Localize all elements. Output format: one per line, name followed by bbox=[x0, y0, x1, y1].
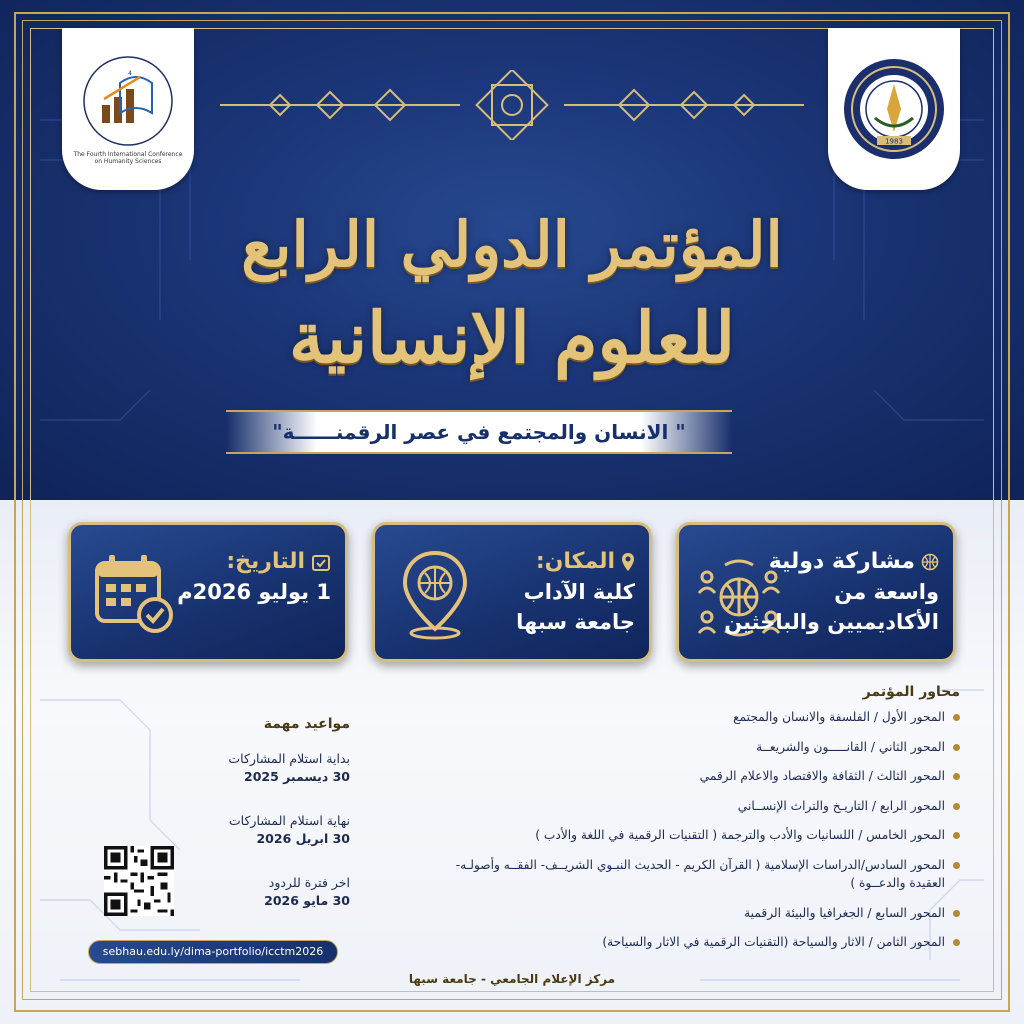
bullet-dot bbox=[953, 714, 960, 721]
axes-list bbox=[440, 708, 960, 963]
deadline-item bbox=[200, 750, 350, 786]
footer-credit: مركز الإعلام الجامعي - جامعة سبها bbox=[408, 972, 616, 986]
location-pin-icon bbox=[397, 549, 473, 641]
axis-item bbox=[440, 797, 960, 815]
bullet-dot bbox=[953, 744, 960, 751]
axis-item bbox=[440, 738, 960, 756]
place-card bbox=[372, 522, 652, 662]
place-line1: كلية الآداب bbox=[523, 580, 635, 604]
seal-year: 1983 bbox=[885, 137, 903, 146]
deadline-label: بداية استلام المشاركات bbox=[228, 751, 350, 766]
axis-text: المحور الخامس / اللسانيات والأدب والترجمة ( التقنيات الرقمية في اللغة والأدب ) bbox=[535, 828, 945, 843]
axis-text: المحور الرابع / التاريـخ والتراث الإنســاني bbox=[737, 798, 945, 813]
axis-text: المحور الثامن / الاثار والسياحة (التقنيات الرقمية في الاثار والسياحة) bbox=[602, 935, 945, 950]
deadline-item bbox=[200, 874, 350, 910]
date-label: التاريخ: bbox=[226, 549, 305, 574]
participation-line1: واسعة من bbox=[834, 580, 939, 604]
axis-item bbox=[440, 933, 960, 951]
calendar-check-icon bbox=[311, 552, 331, 572]
globe-icon bbox=[921, 553, 939, 571]
conference-title-line1: المؤتمر الدولي الرابع bbox=[241, 208, 783, 281]
date-value: 1 يوليو 2026م bbox=[177, 580, 331, 604]
date-card bbox=[68, 522, 348, 662]
axis-text: المحور السادس/الدراسات الإسلامية ( القرآن الكريم - الحديث النبـوي الشريــف- الفقــه وأصولـه- العقيدة والدعــوة ) bbox=[455, 857, 945, 890]
bullet-dot bbox=[953, 832, 960, 839]
university-seal bbox=[828, 28, 960, 190]
bullet-dot bbox=[953, 773, 960, 780]
deadline-label: اخر فترة للردود bbox=[268, 875, 350, 890]
axis-item bbox=[440, 767, 960, 785]
axis-item bbox=[440, 904, 960, 922]
axis-text: المحور الأول / الفلسفة والانسان والمجتمع bbox=[733, 710, 945, 724]
deadline-date: 30 ديسمبر 2025 bbox=[244, 769, 350, 784]
participation-card bbox=[676, 522, 956, 662]
place-label: المكان: bbox=[535, 549, 615, 574]
conference-slogan: " الانسان والمجتمع في عصر الرقمنــــــة" bbox=[226, 410, 732, 454]
axis-text: المحور السابع / الجغرافيا والبيئة الرقمية bbox=[744, 905, 945, 920]
axis-item bbox=[440, 856, 960, 892]
deadline-item bbox=[200, 812, 350, 848]
logo-number: 4 bbox=[128, 69, 132, 77]
conference-logo bbox=[62, 28, 194, 190]
bullet-dot bbox=[953, 862, 960, 869]
participation-line2: الأكاديميين والباحثين bbox=[724, 610, 939, 634]
deadline-label: نهاية استلام المشاركات bbox=[228, 813, 350, 828]
conference-title-line2: للعلوم الإنسانية bbox=[288, 296, 736, 379]
axis-text: المحور الثاني / القانـــــون والشريعــة bbox=[756, 739, 945, 754]
axes-title: محاور المؤتمر bbox=[862, 684, 960, 700]
bullet-dot bbox=[953, 910, 960, 917]
axis-item bbox=[440, 708, 960, 726]
bullet-dot bbox=[953, 939, 960, 946]
conference-logo-caption: The Fourth International Conference on Humanity Sciences bbox=[73, 150, 183, 165]
gold-ornament bbox=[220, 70, 804, 140]
qr-code[interactable] bbox=[104, 846, 174, 916]
deadline-date: 30 ابريل 2026 bbox=[256, 831, 350, 846]
location-small-icon bbox=[621, 552, 635, 572]
calendar-icon bbox=[93, 553, 177, 637]
deadlines-list bbox=[200, 750, 350, 936]
axis-item bbox=[440, 826, 960, 844]
participation-label: مشاركة دولية bbox=[768, 549, 915, 574]
deadline-date: 30 مايو 2026 bbox=[264, 893, 350, 908]
bullet-dot bbox=[953, 803, 960, 810]
place-line2: جامعة سبها bbox=[516, 610, 635, 634]
axis-text: المحور الثالث / الثقافة والاقتصاد والاعلام الرقمي bbox=[699, 769, 945, 784]
university-seal-graphic bbox=[839, 54, 949, 164]
deadlines-title: مواعيد مهمة bbox=[263, 716, 350, 732]
website-link[interactable]: sebhau.edu.ly/dima-portfolio/icctm2026 bbox=[88, 940, 338, 964]
conference-logo-graphic bbox=[80, 53, 176, 149]
